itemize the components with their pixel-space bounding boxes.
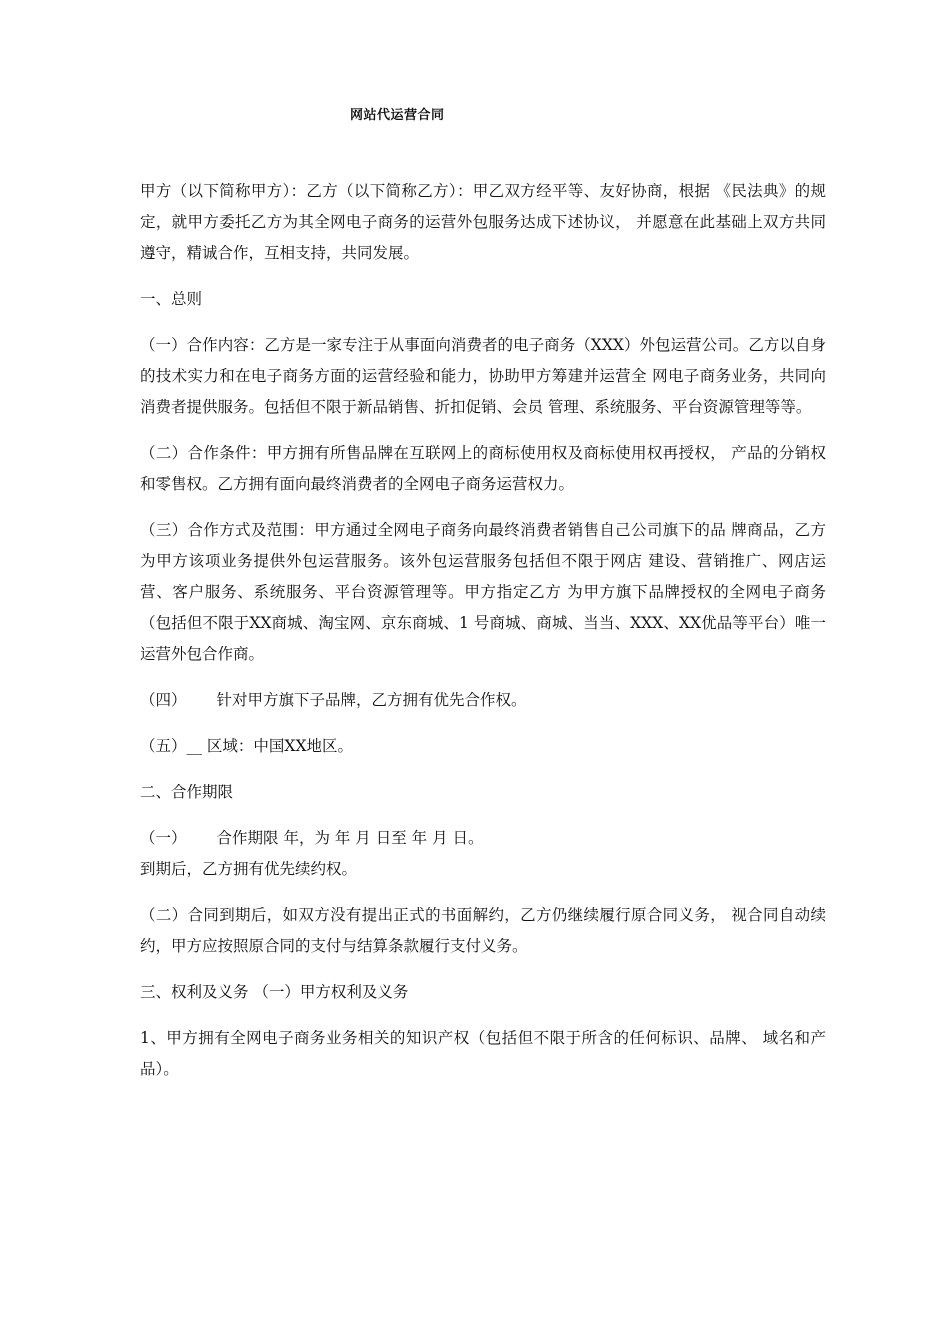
document-body [140,176,826,1100]
clause-4-text: 针对甲方旗下子品牌，乙方拥有优先合作权。 [216,691,527,709]
section-3-item-1: 1、甲方拥有全网电子商务业务相关的知识产权（包括但不限于所含的任何标识、品牌、 域名和产品）。 [140,1029,826,1078]
section-2-clause-1-continued: 到期后，乙方拥有优先续约权。 [140,860,358,878]
page-title: 网站代运营合同 [350,108,445,123]
section-1-clause-4 [140,685,826,716]
clause-4-label: （四） [140,691,187,709]
section-1-clause-2: （二）合作条件：甲方拥有所售品牌在互联网上的商标使用权及商标使用权再授权， 产品的分销权和零售权。乙方拥有面向最终消费者的全网电子商务运营权力。 [140,444,826,493]
clause-2-1-label: （一） [140,829,187,847]
section-1-clause-1: （一）合作内容：乙方是一家专注于从事面向消费者的电子商务（XXX）外包运营公司。乙方以自身的技术实力和在电子商务方面的运营经验和能力，协助甲方筹建并运营全 网电子商务业务，共同向消费者提供服务。包括但不限于新品销售、折扣促销、会员 管理、系统服务、平台资源管理等等。 [140,336,826,416]
section-1-heading: 一、总则 [140,290,203,308]
section-2-heading: 二、合作期限 [140,783,234,801]
section-3-heading: 三、权利及义务 （一）甲方权利及义务 [140,983,409,1001]
section-1-clause-3: （三）合作方式及范围：甲方通过全网电子商务向最终消费者销售自己公司旗下的品 牌商品，乙方为甲方该项业务提供外包运营服务。该外包运营服务包括但不限于网店 建设、营销推广、网店运营、客户服务、系统服务、平台资源管理等。甲方指定乙方 为甲方旗下品牌授权的全网电子商务（包括但不限于XX商城、淘宝网、京东商城、1 号商城、商城、当当、XXX、XX优品等平台）唯一运营外包合作商。 [140,521,826,663]
section-1-clause-5: （五）__ 区域：中国XX地区。 [140,737,353,755]
section-2-clause-1 [140,823,826,854]
intro-paragraph: 甲方（以下简称甲方）：乙方（以下简称乙方）：甲乙双方经平等、友好协商，根据 《民法典》的规定，就甲方委托乙方为其全网电子商务的运营外包服务达成下述协议， 并愿意在此基础上双方共同遵守，精诚合作，互相支持，共同发展。 [140,182,826,262]
section-2-clause-2: （二）合同到期后，如双方没有提出正式的书面解约，乙方仍继续履行原合同义务， 视合同自动续约，甲方应按照原合同的支付与结算条款履行支付义务。 [140,906,826,955]
clause-2-1-text: 合作期限 年，为 年 月 日至 年 月 日。 [216,829,484,847]
